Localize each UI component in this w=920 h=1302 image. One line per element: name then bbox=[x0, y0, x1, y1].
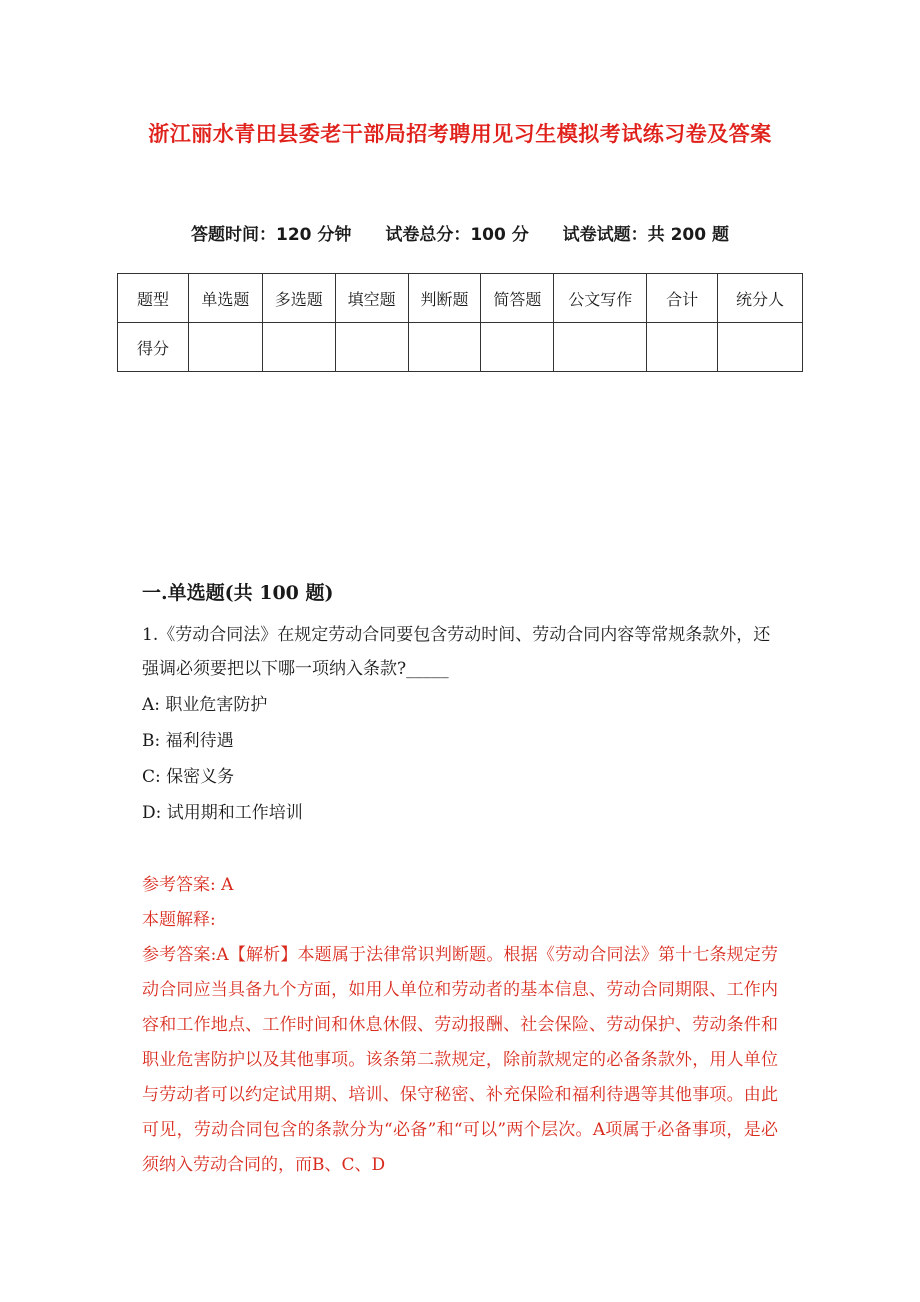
question-text: 1.《劳动合同法》在规定劳动合同要包含劳动时间、劳动合同内容等常规条款外，还强调必须要把以下哪一项纳入条款?_____ bbox=[142, 625, 771, 679]
exam-question-count: 试卷试题：共 200 题 bbox=[562, 225, 729, 245]
score-table-header: 合计 bbox=[647, 274, 718, 323]
score-cell bbox=[188, 323, 262, 372]
score-table-header: 公文写作 bbox=[554, 274, 647, 323]
explanation-label: 本题解释: bbox=[142, 910, 216, 930]
option-c: C: 保密义务 bbox=[142, 767, 235, 787]
explanation-text: 参考答案:A【解析】本题属于法律常识判断题。根据《劳动合同法》第十七条规定劳动合同应当具备九个方面，如用人单位和劳动者的基本信息、劳动合同期限、工作内容和工作地点、工作时间和休息休假、劳动报酬、社会保险、劳动保护、劳动条件和职业危害防护以及其他事项。该条第二款规定，除前款规定的必备条款外，用人单位与劳动者可以约定试用期、培训、保守秘密、补充保险和福利待遇等其他事项。由此可见，劳动合同包含的条款分为“必备”和“可以”两个层次。A项属于必备事项，是必须纳入劳动合同的，而B、C、D bbox=[142, 945, 778, 1175]
option-d: D: 试用期和工作培训 bbox=[142, 803, 303, 823]
score-table-header: 多选题 bbox=[262, 274, 335, 323]
exam-total-score: 试卷总分：100 分 bbox=[385, 225, 529, 245]
score-cell bbox=[481, 323, 554, 372]
score-cell bbox=[718, 323, 803, 372]
score-table bbox=[117, 273, 803, 372]
answer-block bbox=[142, 868, 778, 1183]
score-table-header: 简答题 bbox=[481, 274, 554, 323]
reference-answer: 参考答案: A bbox=[142, 875, 234, 895]
score-table-header: 判断题 bbox=[408, 274, 481, 323]
score-table-header: 单选题 bbox=[188, 274, 262, 323]
score-cell bbox=[262, 323, 335, 372]
option-b: B: 福利待遇 bbox=[142, 731, 234, 751]
score-table-score-row bbox=[118, 323, 803, 372]
exam-meta bbox=[0, 220, 920, 245]
question-options bbox=[142, 688, 303, 832]
score-row-label: 得分 bbox=[118, 323, 189, 372]
exam-time: 答题时间：120 分钟 bbox=[191, 225, 352, 245]
score-cell bbox=[408, 323, 481, 372]
section-heading: 一.单选题(共 100 题) bbox=[142, 582, 334, 604]
score-table-header-row bbox=[118, 274, 803, 323]
score-cell bbox=[554, 323, 647, 372]
score-cell bbox=[647, 323, 718, 372]
score-cell bbox=[335, 323, 408, 372]
score-table-header: 统分人 bbox=[718, 274, 803, 323]
option-a: A: 职业危害防护 bbox=[142, 695, 268, 715]
score-table-header: 题型 bbox=[118, 274, 189, 323]
document-title: 浙江丽水青田县委老干部局招考聘用见习生模拟考试练习卷及答案 bbox=[148, 122, 772, 146]
score-table-header: 填空题 bbox=[335, 274, 408, 323]
